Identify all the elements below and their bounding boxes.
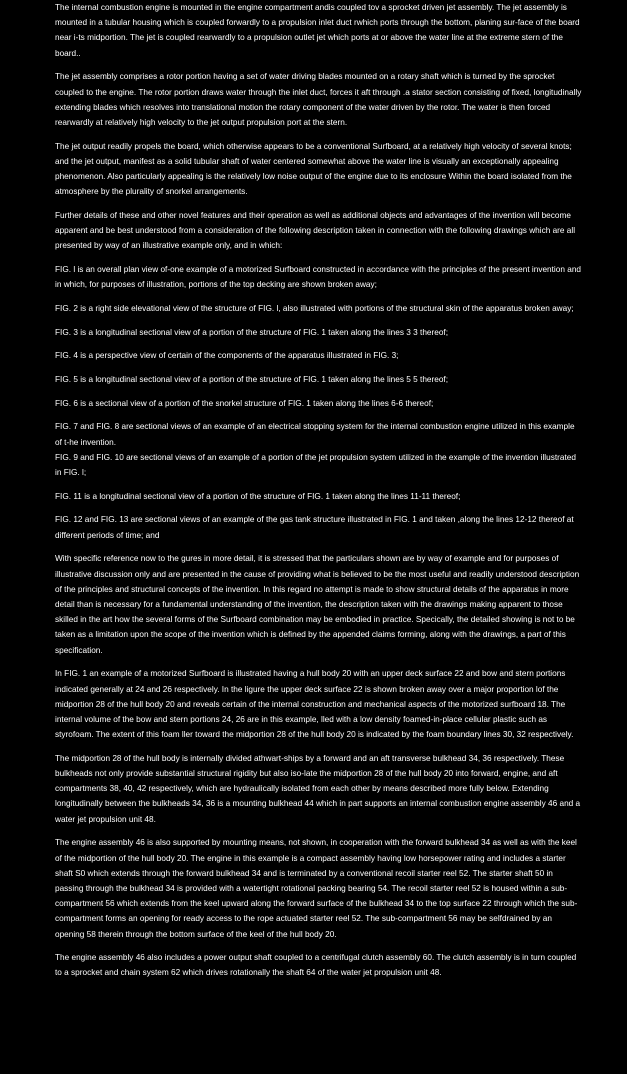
paragraph-jet-output: The jet output readily propels the board, which otherwise appears to be a conventional Surfboard, at a relatively high velocity of several knots; and the jet output, manifest as a solid tubular shaft of water centered somewhat above the water line is visually an exceptionally appealing phenomenon. Also particularly appealing is the relatively low noise output of the engine due to its enclosure Within the board isolated from the atmosphere by the plurality of snorkel arrangements. (55, 141, 572, 197)
paragraph-engine-assembly-mounting: The engine assembly 46 is also supported by mounting means, not shown, in cooperation with the forward bulkhead 34 as well as with the keel of the midportion of the hull body 20. The engine in this example is a compact assembly having low horsepower rating and includes a starter shaft S0 which extends through the forward bulkhead 34 and is terminated by a conventional recoil starter reel 52. The starter shaft 50 in passing through the bulkhead 34 is provided with a watertight rotational packing bearing 54. The recoil starter reel 52 is housed within a sub-compartment 56 which extends from the keel upward along the forward surface of the bulkhead 34 to the top surface 22 through which the sub-compartment forms an opening for ready access to the rope actuated starter reel 52. The sub-compartment 56 may be selfdrained by an opening 58 therein through the bottom surface of the keel of the hull body 20. (55, 838, 578, 939)
paragraph-fig-1-hull-body: In FIG. 1 an example of a motorized Surfboard is illustrated having a hull body 20 with an upper deck surface 22 and bow and stern portions indicated generally at 24 and 26 respectively. In the ligure the upper deck surface 22 is shown broken away over a major proportion lof the midportion 28 of the hull body 20 and reveals certain of the internal construction and mechanical aspects of the motorized surfboard 18. The internal volume of the bow and stern portions 24, 26 are in this example, lled with a low density foamed-in-place cellular plastic such as styrofoam. The extent of this foam ller toward the midportion 28 of the hull body 20 is indicated by the foam boundary lines 30, 32 respectively. (55, 669, 574, 740)
paragraph-fig-1: FIG. l is an overall plan view of-one example of a motorized Surfboard constructed in accordance with the principles of the present invention and in which, for purposes of illustration, portions of the top decking are shown broken away; (55, 265, 581, 290)
paragraph-fig-4: FIG. 4 is a perspective view of certain of the components of the apparatus illustrated in FIG. 3; (55, 351, 399, 361)
paragraph-jet-assembly-mounting: The internal combustion engine is mounted in the engine compartment andis coupled tov a sprocket driven jet assembly. The jet assembly is mounted in a tubular housing which is coupled forwardly to a propulsion inlet duct rwhich ports through the bottom, planing sur-face of the board near i-ts midportion. The jet is coupled rearwardly to a propulsion outlet jet which ports at or above the water line at the extreme stern of the board.. (55, 3, 580, 58)
paragraph-fig-11: FIG. 11 is a longitudinal sectional view of a portion of the structure of FIG. 1 taken along the lines 11-11 thereof; (55, 491, 461, 501)
paragraph-specific-reference: With specific reference now to the gures in more detail, it is stressed that the particulars shown are by way of example and for purposes of illustrative discussion only and are presented in the cause of providing what is believed to be the most useful and readily understood description of the principles and structural concepts of the invention. In this regard no attempt is made to show structural details of the apparatus in more detail than is necessary for a fundamental understanding of the invention, the description taken with the drawings making apparent to those skilled in the art how the several forms of the Surfboard combination may be embodied in practice. Specically, the detailed showing is not to be taken as a limitation upon the scope of the invention which is defined by the appended claims forming, along with the drawings, a part of this specification. (55, 554, 580, 655)
paragraph-fig-7-8: FIG. 7 and FIG. 8 are sectional views of an example of an electrical stopping system for the internal combustion engine utilized in this example of t-he invention. (55, 422, 575, 447)
paragraph-fig-2: FIG. 2 is a right side elevational view of the structure of FIG. l, also illustrated with portions of the structural skin of the apparatus broken away; (55, 303, 574, 313)
patent-document-body (55, 0, 583, 989)
paragraph-jet-assembly-rotor: The jet assembly comprises a rotor portion having a set of water driving blades mounted on a rotary shaft which is turned by the sprocket coupled to the engine. The rotor portion draws water through the inlet duct, forces it aft through .a stator section consisting of fixed, longitudinally extending blades which resolves into translational motion the rotary component of the water driven by the rotor. The water is then forced rearwardly at relatively high velocity to the jet output propulsion port at the stern. (55, 72, 582, 127)
paragraph-drawings-intro: Further details of these and other novel features and their operation as well as additional objects and advantages of the invention will become apparent and be best understood from a consideration of the following description taken in connection with the following drawings which are all presented by way of an illustrative example only, and in which: (55, 210, 576, 251)
paragraph-fig-12-13: FIG. 12 and FIG. 13 are sectional views of an example of the gas tank structure illustrated in FIG. 1 and taken ,along the lines 12-12 thereof at different periods of time; and (55, 515, 574, 540)
paragraph-fig-3: FIG. 3 is a longitudinal sectional view of a portion of the structure of FIG. 1 taken along the lines 3 3 thereof; (55, 327, 449, 337)
paragraph-midportion-bulkheads: The midportion 28 of the hull body is internally divided athwart-ships by a forward and an aft transverse bulkhead 34, 36 respectively. These bulkheads not only provide substantial structural rigidity but also iso-late the midportion 28 of the hull body 20 into forward, engine, and aft compartments 38, 40, 42 respectively, which are hydraulically isolated from each other by means described more fully below. Extending longitudinally between the bulkheads 34, 36 is a mounting bulkhead 44 which in part supports an internal combustion engine assembly 46 and a water jet propulsion unit 48. (55, 753, 581, 824)
paragraph-fig-6: FIG. 6 is a sectional view of a portion of the snorkel structure of FIG. 1 taken along the lines 6-6 thereof; (55, 398, 434, 408)
paragraph-engine-power-output: The engine assembly 46 also includes a power output shaft coupled to a centrifugal clutch assembly 60. The clutch assembly is in turn coupled to a sprocket and chain system 62 which drives rotationally the shaft 64 of the water jet propulsion unit 48. (55, 953, 577, 978)
paragraph-fig-5: FIG. 5 is a longitudinal sectional view of a portion of the structure of FIG. 1 taken along the lines 5 5 thereof; (55, 375, 449, 385)
paragraph-fig-9-10: FIG. 9 and FIG. 10 are sectional views of an example of a portion of the jet propulsion system utilized in the example of the invention illustrated in FIG. l; (55, 452, 576, 478)
